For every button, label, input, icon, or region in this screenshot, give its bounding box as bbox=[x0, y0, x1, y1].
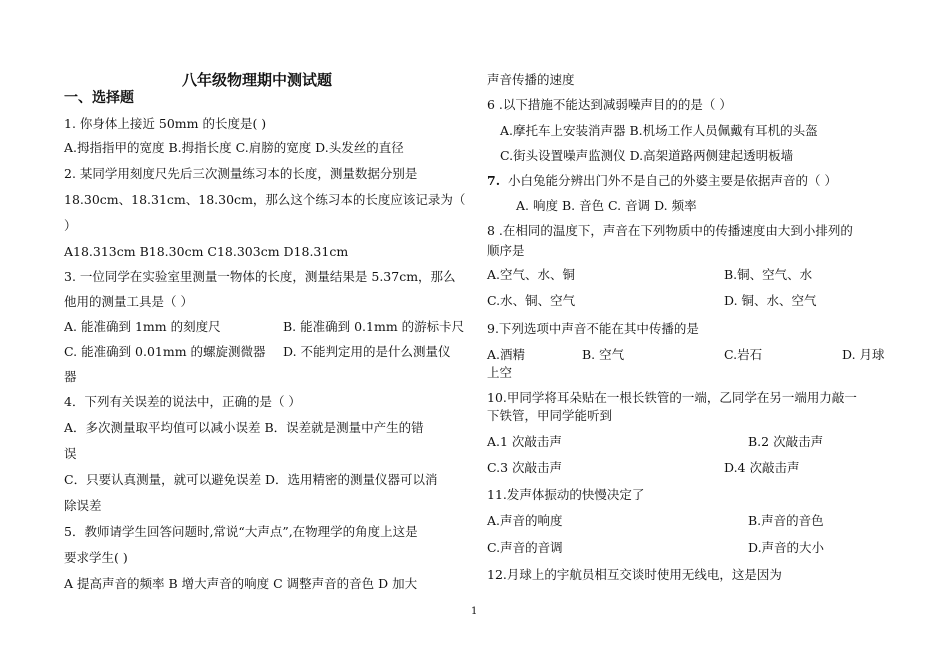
q10-stem-line1: 10.甲同学将耳朵贴在一根长铁管的一端，乙同学在另一端用力敲一 bbox=[487, 390, 857, 405]
q10-stem-line2: 下铁管，甲同学能听到 bbox=[487, 408, 613, 423]
q11-option-b: B.声音的音色 bbox=[748, 513, 824, 528]
q6-stem: 6 .以下措施不能达到减弱噪声目的的是（ ） bbox=[487, 97, 732, 112]
q9-option-d: D. 月球 bbox=[842, 347, 885, 362]
q5-stem-line1: 5．教师请学生回答问题时,常说“大声点”,在物理学的角度上这是 bbox=[64, 524, 418, 539]
q5-options-cont: 声音传播的速度 bbox=[487, 72, 575, 87]
q11-option-d: D.声音的大小 bbox=[748, 540, 825, 555]
q6-options-ab: A.摩托车上安装消声器 B.机场工作人员佩戴有耳机的头盔 bbox=[500, 123, 818, 138]
q10-option-a: A.1 次敲击声 bbox=[487, 434, 562, 449]
q3-option-d: D. 不能判定用的是什么测量仪 bbox=[283, 344, 451, 359]
q9-option-b: B. 空气 bbox=[582, 347, 625, 362]
q12-stem: 12.月球上的宇航员相互交谈时使用无线电，这是因为 bbox=[487, 567, 782, 582]
q11-option-c: C.声音的音调 bbox=[487, 540, 563, 555]
q8-option-b: B.铜、空气、水 bbox=[724, 267, 813, 282]
q6-options-cd: C.街头设置噪声监测仪 D.高架道路两侧建起透明板墙 bbox=[500, 148, 794, 163]
section-heading: 一、选择题 bbox=[64, 90, 134, 106]
q10-option-d: D.4 次敲击声 bbox=[724, 460, 800, 475]
q10-option-b: B.2 次敲击声 bbox=[748, 434, 824, 449]
q4-options-cd: C．只要认真测量，就可以避免误差 D．选用精密的测量仪器可以消 bbox=[64, 472, 438, 487]
q8-option-a: A.空气、水、铜 bbox=[487, 267, 576, 282]
q9-stem: 9.下列选项中声音不能在其中传播的是 bbox=[487, 321, 699, 336]
q7-options: A. 响度 B. 音色 C. 音调 D. 频率 bbox=[516, 198, 697, 213]
q3-option-c: C. 能准确到 0.01mm 的螺旋测微器 bbox=[64, 344, 266, 359]
q2-stem-line1: 2. 某同学用刻度尺先后三次测量练习本的长度，测量数据分别是 bbox=[64, 166, 418, 181]
q8-stem-line1: 8 .在相同的温度下，声音在下列物质中的传播速度由大到小排列的 bbox=[487, 223, 853, 238]
q7-stem: 小白兔能分辨出门外不是自己的外婆主要是依据声音的（ ） bbox=[508, 173, 837, 188]
q8-stem-line2: 顺序是 bbox=[487, 243, 525, 258]
q4-options-ab: A．多次测量取平均值可以减小误差 B．误差就是测量中产生的错 bbox=[64, 420, 424, 435]
q5-stem-line2: 要求学生( ) bbox=[64, 550, 128, 565]
q7-number: 7. bbox=[487, 173, 501, 188]
q4-options-cd-cont: 除误差 bbox=[64, 498, 102, 513]
q9-option-a: A.酒精 bbox=[487, 347, 526, 362]
q9-option-c: C.岩石 bbox=[724, 347, 763, 362]
q11-option-a: A.声音的响度 bbox=[487, 513, 563, 528]
q3-option-a: A. 能准确到 1mm 的刻度尺 bbox=[64, 319, 221, 334]
q3-option-d-cont: 器 bbox=[64, 369, 77, 384]
q4-stem: 4．下列有关误差的说法中，正确的是（ ） bbox=[64, 394, 301, 409]
q1-stem: 1. 你身体上接近 50mm 的长度是( ) bbox=[64, 116, 267, 131]
q3-stem-line2: 他用的测量工具是（ ） bbox=[64, 294, 193, 309]
q3-option-b: B. 能准确到 0.1mm 的游标卡尺 bbox=[283, 319, 465, 334]
q9-option-d-cont: 上空 bbox=[487, 365, 513, 380]
q3-stem-line1: 3. 一位同学在实验室里测量一物体的长度，测量结果是 5.37cm，那么 bbox=[64, 269, 456, 284]
q8-option-d: D. 铜、水、空气 bbox=[724, 293, 817, 308]
q8-option-c: C.水、铜、空气 bbox=[487, 293, 576, 308]
q2-options: A18.313cm B18.30cm C18.303cm D18.31cm bbox=[64, 244, 349, 259]
q2-stem-line3: ） bbox=[64, 218, 77, 233]
q1-options: A.拇指指甲的宽度 B.拇指长度 C.肩膀的宽度 D.头发丝的直径 bbox=[64, 140, 404, 155]
page-number: 1 bbox=[471, 606, 478, 617]
q4-options-ab-cont: 误 bbox=[64, 446, 77, 461]
q11-stem: 11.发声体振动的快慢决定了 bbox=[487, 487, 645, 502]
q2-stem-line2: 18.30cm、18.31cm、18.30cm，那么这个练习本的长度应该记录为（ bbox=[64, 192, 466, 207]
q10-option-c: C.3 次敲击声 bbox=[487, 460, 563, 475]
q5-options: A 提高声音的频率 B 增大声音的响度 C 调整声音的音色 D 加大 bbox=[64, 576, 418, 591]
page-title: 八年级物理期中测试题 bbox=[182, 71, 333, 89]
